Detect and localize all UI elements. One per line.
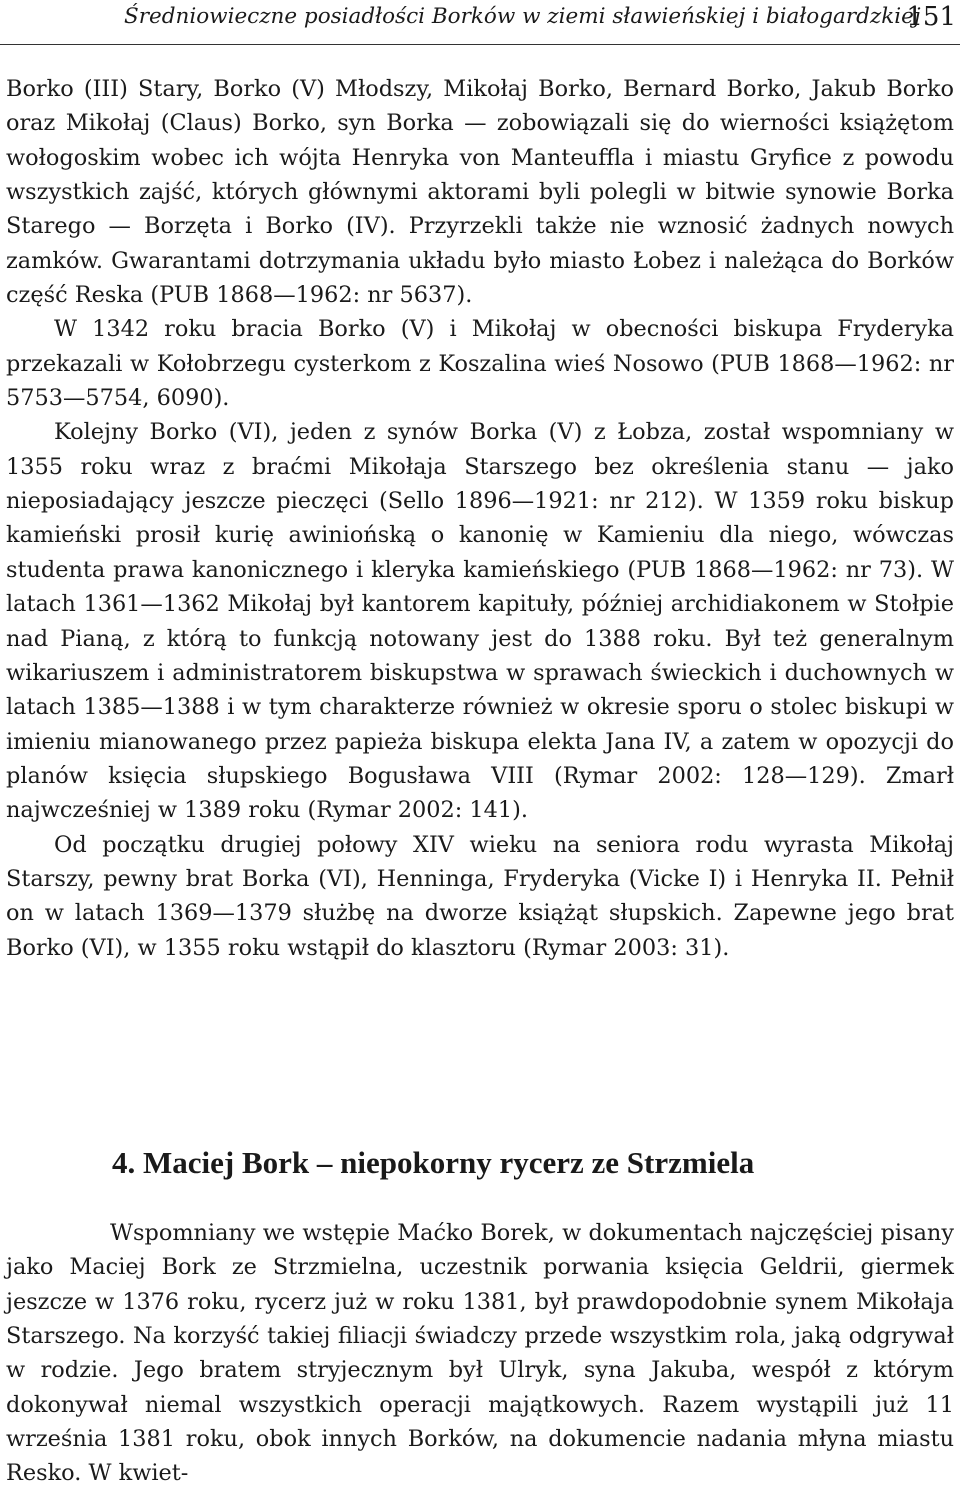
paragraph: Kolejny Borko (VI), jeden z synów Borka (V) z Łobza, został wspomniany w 1355 roku wraz z braćmi Mikołaja Starszego bez określenia stanu — jako nieposiadający jeszcze pieczęci (Sello 1896—1921: nr 212). W 1359 roku biskup kamieński prosił kurię awiniońską o kanonię w Kamieniu dla niego, wówczas studenta prawa kanonicznego i kleryka kamieńskiego (PUB 1868—1962: nr 73). W latach 1361—1362 Mikołaj był kantorem kapituły, później archidiakonem w Stołpie nad Pianą, z którą to funkcją notowany jest do 1388 roku. Był też generalnym wikariuszem i administratorem biskupstwa w sprawach świeckich i duchownych w latach 1385—1388 i w tym charakterze również w okresie sporu o stolec biskupi w imieniu mianowanego przez papieża biskupa elekta Jana IV, a zatem w opozycji do planów księcia słupskiego Bogusława VIII (Rymar 2002: 128—129). Zmarł najwcześniej w 1389 roku (Rymar 2002: 141). (6, 419, 954, 824)
section-heading: 4. Maciej Bork – niepokorny rycerz ze Strzmiela (112, 1145, 755, 1180)
paragraph: Borko (III) Stary, Borko (V) Młodszy, Mikołaj Borko, Bernard Borko, Jakub Borko oraz Mikołaj (Claus) Borko, syn Borka — zobowiązali się do wierności książętom wołogoskim wobec ich wójta Henryka von Manteuffla i miastu Gryfice z powodu wszystkich zajść, których głównymi aktorami byli polegli w bitwie synowie Borka Starego — Borzęta i Borko (IV). Przyrzekli także nie wznosić żadnych nowych zamków. Gwarantami dotrzymania układu było miasto Łobez i należąca do Borków część Reska (PUB 1868—1962: nr 5637). (6, 76, 954, 309)
section-text (6, 1216, 954, 1491)
running-title: Średniowieczne posiadłości Borków w ziemi sławieńskiej i białogardzkiej (124, 4, 921, 29)
main-text (6, 72, 954, 965)
page-number: 151 (906, 2, 956, 32)
paragraph: W 1342 roku bracia Borko (V) i Mikołaj w obecności biskupa Fryderyka przekazali w Kołobrzegu cysterkom z Koszalina wieś Nosowo (PUB 1868—1962: nr 5753—5754, 6090). (6, 316, 954, 412)
paragraph: Od początku drugiej połowy XIV wieku na seniora rodu wyrasta Mikołaj Starszy, pewny brat Borka (VI), Henninga, Fryderyka (Vicke I) i Henryka II. Pełnił on w latach 1369—1379 służbę na dworze książąt słupskich. Zapewne jego brat Borko (VI), w 1355 roku wstąpił do klasztoru (Rymar 2003: 31). (6, 831, 954, 961)
page-header (0, 0, 960, 45)
paragraph: Wspomniany we wstępie Maćko Borek, w dokumentach najczęściej pisany jako Maciej Bork ze Strzmielna, uczestnik porwania księcia Geldrii, giermek jeszcze w 1376 roku, rycerz już w roku 1381, był prawdopodobnie synem Mikołaja Starszego. Na korzyść takiej filiacji świadczy przede wszystkim rola, jaką odgrywał w rodzie. Jego bratem stryjecznym był Ulryk, syna Jakuba, wespół z którym dokonywał niemal wszystkich operacji majątkowych. Razem wystąpili już 11 września 1381 roku, obok innych Borków, na dokumencie nadania młyna miastu Resko. W kwiet- (6, 1220, 954, 1487)
